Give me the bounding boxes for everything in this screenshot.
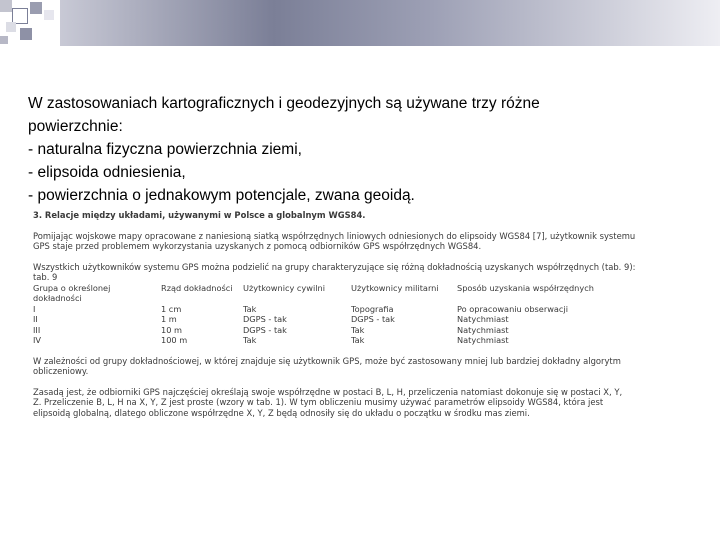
table-row xyxy=(33,335,657,346)
intro-line: - elipsoida odniesienia, xyxy=(28,164,186,181)
table-header-cell: Grupa o określonej dokładności xyxy=(33,282,111,303)
table-cell: I xyxy=(33,303,36,314)
table-cell: Natychmiast xyxy=(457,314,509,324)
table-cell: 100 m xyxy=(161,335,188,345)
table-cell: 1 cm xyxy=(161,303,182,314)
table-cell: 1 m xyxy=(161,314,177,324)
paragraph-line: Wszystkich użytkowników systemu GPS można podzielić na grupy charakteryzujące się różną dokładnością uzyskanych współrzędnych (tab. 9): xyxy=(33,261,636,272)
table-header-cell: Użytkownicy militarni xyxy=(351,282,439,293)
table-header-cell: Użytkownicy cywilni xyxy=(243,282,325,293)
intro-text-block xyxy=(28,92,708,207)
table-cell: Natychmiast xyxy=(457,324,509,335)
paragraph-line: obliczeniowy. xyxy=(33,366,89,376)
header-gradient-band xyxy=(0,0,720,46)
intro-line: - powierzchnia o jednakowym potencjale, zwana geoidą. xyxy=(28,187,415,204)
table-cell: II xyxy=(33,314,38,324)
table-header-row xyxy=(33,283,657,304)
table-cell: Tak xyxy=(243,335,257,345)
table-cell: Natychmiast xyxy=(457,335,509,345)
intro-line: - naturalna fizyczna powierzchnia ziemi, xyxy=(28,141,302,158)
table-caption: tab. 9 xyxy=(33,272,58,282)
section-title: 3. Relacje między układami, używanymi w Polsce a globalnym WGS84. xyxy=(33,210,366,220)
paragraph-line: W zależności od grupy dokładnościowej, w której znajduje się użytkownik GPS, może być zastosowany mniej lub bardziej dokładny algorytm xyxy=(33,355,621,366)
table-cell: DGPS - tak xyxy=(243,324,287,335)
paragraph-line: elipsoidą globalną, dlatego obliczone współrzędne X, Y, Z będą odnosiły się do układu o początku w środku mas ziemi. xyxy=(33,407,530,418)
table-row xyxy=(33,314,657,325)
table-cell: IV xyxy=(33,335,42,345)
intro-line: W zastosowaniach kartograficznych i geodezyjnych są używane trzy różne xyxy=(28,95,540,112)
table-cell: III xyxy=(33,324,41,335)
table-cell: 10 m xyxy=(161,324,182,335)
table-cell: Tak xyxy=(351,335,365,345)
table-cell: Topografia xyxy=(351,303,394,314)
table-cell: DGPS - tak xyxy=(243,314,287,324)
paragraph-line: GPS staje przed problemem wykorzystania uzyskanych z pomocą odbiorników GPS współrzędnych WGS84. xyxy=(33,241,482,251)
decor-square xyxy=(20,28,32,40)
decor-square xyxy=(44,10,54,20)
table-cell: Tak xyxy=(351,324,365,335)
paragraph-line: Zasadą jest, że odbiorniki GPS najczęściej określają swoje współrzędne w postaci B, L, H, przeliczenia natomiast dokonuje się w postaci X, Y, xyxy=(33,386,623,397)
table-cell: Po opracowaniu obserwacji xyxy=(457,303,568,314)
table-cell: Tak xyxy=(243,303,257,314)
paragraph-line: Z. Przeliczenie B, L, H na X, Y, Z jest proste (wzory w tab. 1). W tym obliczeniu musimy używać parametrów elipsoidy WGS84, która jest xyxy=(33,397,604,407)
table-cell: DGPS - tak xyxy=(351,314,395,324)
table-header-cell: Sposób uzyskania współrzędnych xyxy=(457,282,594,293)
decor-square xyxy=(0,0,12,12)
decor-square xyxy=(6,22,16,32)
accuracy-groups-table xyxy=(33,283,657,346)
table-header-cell: Rząd dokładności xyxy=(161,282,233,293)
paragraph-line: Pomijając wojskowe mapy opracowane z naniesioną siatką współrzędnych liniowych odniesionych do elipsoidy WGS84 [7], użytkownik systemu xyxy=(33,230,636,241)
table-row xyxy=(33,304,657,315)
intro-line: powierzchnie: xyxy=(28,118,123,135)
table-row xyxy=(33,325,657,336)
scanned-document-excerpt xyxy=(33,210,720,418)
decor-square xyxy=(30,2,42,14)
decor-square xyxy=(0,36,8,44)
